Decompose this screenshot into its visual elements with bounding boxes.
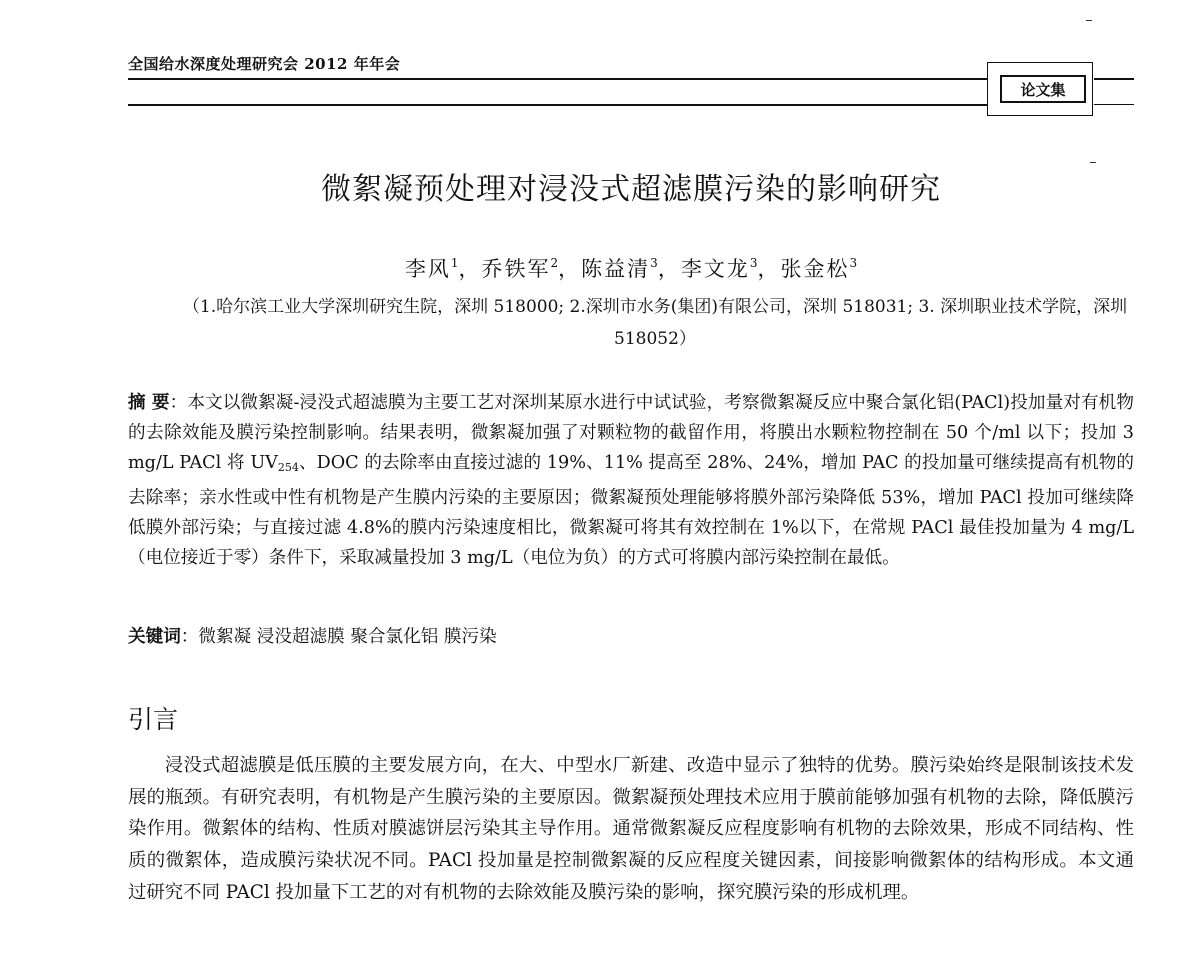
abstract-subscript: 254	[277, 461, 299, 474]
author-name: 张金松	[780, 257, 850, 281]
author-affiliation-mark: 2	[550, 256, 559, 270]
author-affiliation-mark: 3	[849, 256, 858, 270]
header-rule-bottom-right	[1094, 104, 1134, 105]
affiliations: （1.哈尔滨工业大学深圳研究生院，深圳 518000; 2.深圳市水务(集团)有限公司，深圳 518031; 3. 深圳职业技术学院，深圳 518052）	[182, 297, 1128, 349]
running-header: 全国给水深度处理研究会 2012 年年会	[128, 55, 401, 73]
intro-paragraph: 浸没式超滤膜是低压膜的主要发展方向，在大、中型水厂新建、改造中显示了独特的优势。膜污染始终是限制该技术发展的瓶颈。有研究表明，有机物是产生膜污染的主要原因。微絮凝预处理技术应用于膜前能够加强有机物的去除，降低膜污染作用。微絮体的结构、性质对膜滤饼层污染其主导作用。通常微絮凝反应程度影响有机物的去除效果，形成不同结构、性质的微絮体，造成膜污染状况不同。PACl 投加量是控制微絮凝的反应程度关键因素，间接影响微絮体的结构形成。本文通过研究不同 PACl 投加量下工艺的对有机物的去除效能及膜污染的影响，探究膜污染的形成机理。	[128, 755, 1134, 903]
section-heading: 引言	[128, 705, 179, 734]
author-list: 李风$^1$，乔铁军$^2$，陈益清$^3$，李文龙$^3$，张金松$^3$	[404, 256, 858, 281]
abstract-label: 摘 要	[128, 393, 170, 413]
header-rule-bottom	[128, 104, 988, 106]
author-affiliation-mark: 3	[650, 256, 658, 270]
author-affiliation-mark: 1	[450, 256, 459, 270]
keywords	[128, 622, 1134, 652]
abstract-text: ：本文以微絮凝-浸没式超滤膜为主要工艺对深圳某原水进行中试试验，考察微絮凝反应中聚合氯化铝(PACl)投加量对有机物的去除效能及膜污染控制影响。结果表明，微絮凝加强了对颗粒物的截留作用，将膜出水颗粒物控制在 50 个/ml 以下；投加 3 mg/L PACl 将 UV	[128, 393, 1134, 473]
proceedings-badge: 论文集	[1000, 75, 1086, 103]
keywords-text: ：微絮凝 浸没超滤膜 聚合氯化铝 膜污染	[180, 627, 497, 647]
paper-title: 微絮凝预处理对浸没式超滤膜污染的影响研究	[321, 172, 941, 207]
scan-mark	[1086, 20, 1092, 21]
header-rule-top	[128, 78, 988, 80]
author-name: 乔铁军	[481, 257, 551, 281]
abstract	[128, 388, 1134, 573]
author-name: 李文龙	[680, 257, 750, 281]
author-affiliation-mark: 3	[749, 256, 758, 270]
abstract-text-continued: 、DOC 的去除率由直接过滤的 19%、11% 提高至 28%、24%，增加 PAC 的投加量可继续提高有机物的去除率；亲水性或中性有机物是产生膜内污染的主要原因；微絮凝预处理能够将膜外部污染降低 53%，增加 PACl 投加可继续降低膜外部污染；与直接过滤 4.8%的膜内污染速度相比，微絮凝可将其有效控制在 1%以下，在常规 PACl 最佳投加量为 4 mg/L（电位接近于零）条件下，采取减量投加 3 mg/L（电位为负）的方式可将膜内部污染控制在最低。	[128, 453, 1135, 568]
scan-mark	[1090, 162, 1096, 163]
author-name: 陈益清	[581, 257, 651, 281]
keywords-label: 关键词	[128, 627, 181, 647]
header-rule-top-right	[1094, 78, 1134, 80]
author-name: 李风	[404, 257, 451, 281]
